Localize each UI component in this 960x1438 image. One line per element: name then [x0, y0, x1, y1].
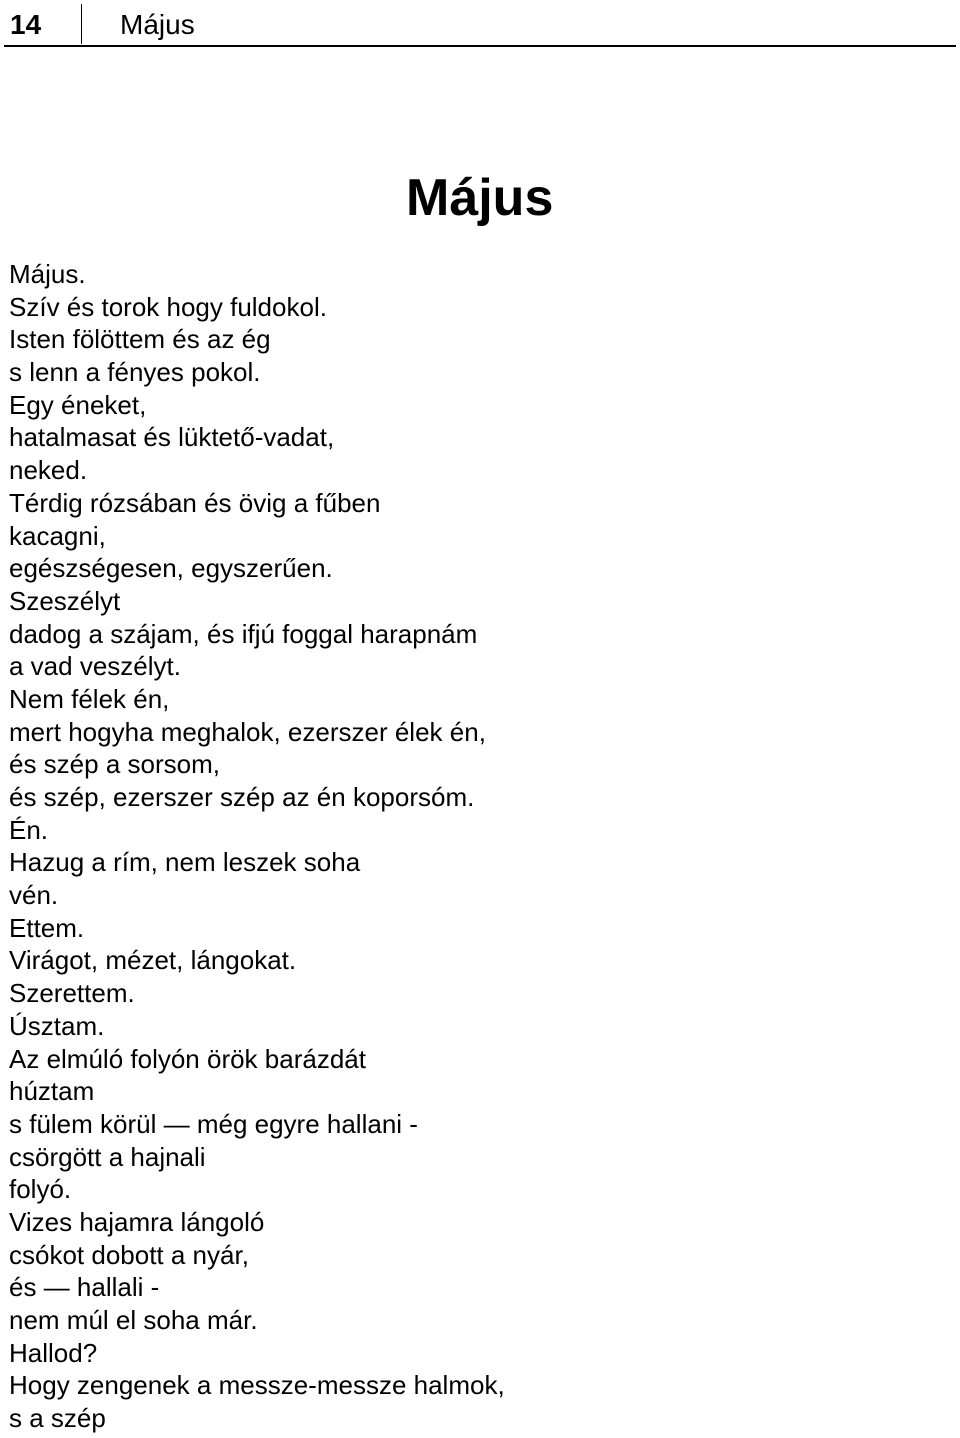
poem-title: Május — [406, 169, 554, 227]
poem-line: hatalmasat és lüktető-vadat, — [9, 422, 335, 453]
page-number: 14 — [10, 9, 42, 40]
poem-body — [9, 258, 949, 1435]
page-header — [0, 0, 960, 48]
poem-line: Isten fölöttem és az ég — [9, 324, 271, 355]
poem-line: folyó. — [9, 1174, 72, 1205]
poem-line: Szeszélyt — [9, 585, 121, 616]
poem-line: Ettem. — [9, 912, 85, 943]
poem-line: neked. — [9, 455, 88, 486]
poem-line: dadog a szájam, és ifjú foggal harapnám — [9, 618, 478, 649]
poem-line: s lenn a fényes pokol. — [9, 357, 261, 388]
poem-line: Szív és torok hogy fuldokol. — [9, 291, 327, 322]
poem-line: mert hogyha meghalok, ezerszer élek én, — [9, 716, 486, 747]
poem-line: s fülem körül — még egyre hallani - — [9, 1108, 418, 1139]
poem-line: és szép a sorsom, — [9, 749, 220, 780]
poem-line: Nem félek én, — [9, 683, 170, 714]
poem-line: a vad veszélyt. — [9, 651, 181, 682]
poem-line: Vizes hajamra lángoló — [9, 1206, 265, 1237]
poem-line: Egy éneket, — [9, 389, 147, 420]
poem-line: Az elmúló folyón örök barázdát — [9, 1043, 366, 1074]
running-title: Május — [120, 9, 195, 40]
poem-line: Úsztam. — [9, 1010, 105, 1041]
poem-line: és — hallali - — [9, 1272, 160, 1303]
poem-line: s a szép — [9, 1403, 106, 1434]
poem-line: és szép, ezerszer szép az én koporsóm. — [9, 782, 475, 812]
poem-line: Május. — [9, 259, 86, 289]
poem-line: Hazug a rím, nem leszek soha — [9, 847, 361, 878]
poem-line: csörgött a hajnali — [9, 1141, 206, 1172]
poem-line: húztam — [9, 1076, 95, 1107]
poem-line: Hogy zengenek a messze-messze halmok, — [9, 1370, 505, 1401]
poem-line: Virágot, mézet, lángokat. — [9, 945, 297, 976]
poem-line: Szerettem. — [9, 978, 135, 1009]
poem-line: vén. — [9, 880, 59, 911]
poem-line: csókot dobott a nyár, — [9, 1239, 249, 1270]
poem-line: Hallod? — [9, 1337, 98, 1368]
poem-line: Térdig rózsában és övig a fűben — [9, 487, 381, 518]
poem-line: nem múl el soha már. — [9, 1305, 258, 1335]
poem-line: kacagni, — [9, 520, 106, 551]
poem-line: Én. — [9, 814, 49, 845]
header-divider — [81, 4, 82, 44]
header-rule — [4, 45, 956, 47]
poem-line: egészségesen, egyszerűen. — [9, 553, 333, 584]
